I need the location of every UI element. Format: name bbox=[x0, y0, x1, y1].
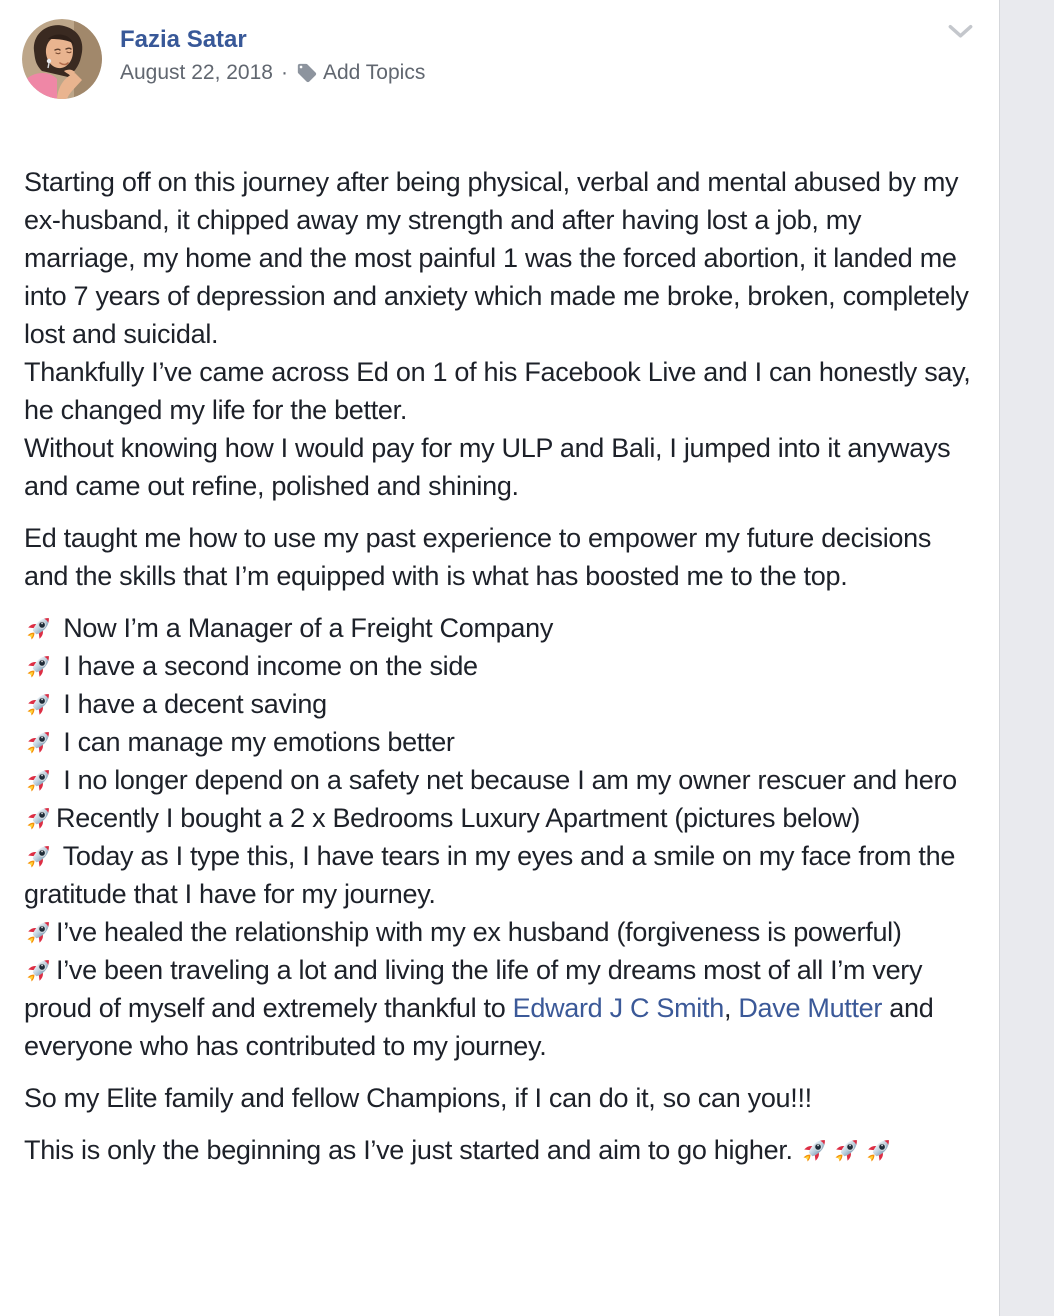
mention-link[interactable]: Edward J C Smith bbox=[512, 993, 724, 1023]
add-topics-button[interactable] bbox=[296, 60, 425, 85]
rocket-emoji-icon bbox=[25, 916, 55, 946]
post-text bbox=[0, 163, 999, 1169]
post-paragraph: So my Elite family and fellow Champions, if I can do it, so can you!!! bbox=[24, 1083, 812, 1113]
post-meta-row bbox=[120, 60, 425, 85]
rocket-emoji-icon bbox=[25, 726, 55, 756]
chevron-down-icon bbox=[947, 24, 974, 39]
post-paragraph: This is only the beginning as I’ve just started and aim to go higher. bbox=[24, 1131, 971, 1169]
author-name-link[interactable]: Fazia Satar bbox=[120, 26, 247, 53]
post-header bbox=[0, 0, 999, 99]
rocket-emoji-icon bbox=[25, 764, 55, 794]
rocket-emoji-icon bbox=[25, 688, 55, 718]
rocket-emoji-icon bbox=[865, 1134, 895, 1164]
profile-photo bbox=[22, 19, 102, 99]
add-topics-label: Add Topics bbox=[322, 61, 426, 85]
tag-icon bbox=[296, 62, 318, 84]
post-paragraph: Starting off on this journey after being physical, verbal and mental abused by my ex-husband, it chipped away my strength and after having lost a job, my marriage, my home and the most painful 1 was the forced abortion, it landed me into 7 years of depression and anxiety which made me broke, broken, completely lost and suicidal. Thankfully I’ve came across Ed on 1 of his Facebook Live and I can honestly say, he changed my life for the better. Without knowing how I would pay for my ULP and Bali, I jumped into it anyways and came out refine, polished and shining. bbox=[24, 167, 971, 501]
avatar[interactable] bbox=[22, 19, 102, 99]
rocket-emoji-icon bbox=[25, 954, 55, 984]
post-paragraph: Ed taught me how to use my past experience to empower my future decisions and the skills that I’m equipped with is what has boosted me to the top. bbox=[24, 523, 932, 591]
rocket-emoji-icon bbox=[25, 612, 55, 642]
rocket-emoji-icon bbox=[833, 1134, 863, 1164]
rocket-emoji-icon bbox=[25, 802, 55, 832]
rocket-emoji-icon bbox=[25, 840, 55, 870]
mention-link[interactable]: Dave Mutter bbox=[738, 993, 883, 1023]
rocket-emoji-icon bbox=[25, 650, 55, 680]
post-date-link[interactable]: August 22, 2018 bbox=[120, 61, 273, 85]
post-paragraph: Now I’m a Manager of a Freight Company I have a second income on the side I have a decent saving I can manage my emotions better I no longer depend on a safety net because I am my owner rescuer and hero Recently I bought a 2 x Bedrooms Luxury Apartment (pictures below) Today as I type this, I have tears in my eyes and a smile on my face from the gratitude that I have for my journey. I’ve healed the relationship with my ex husband (forgiveness is powerful) I’ve been traveling a lot and living the life of my dreams most of all I’m very proud of myself and extremely thankful to Edward J C Smith, Dave Mutter and everyone who has contributed to my journey. bbox=[24, 613, 957, 1061]
header-meta bbox=[120, 19, 425, 86]
post-collapse-button[interactable] bbox=[945, 20, 975, 42]
meta-separator: · bbox=[280, 61, 288, 85]
rocket-emoji-icon bbox=[801, 1134, 831, 1164]
